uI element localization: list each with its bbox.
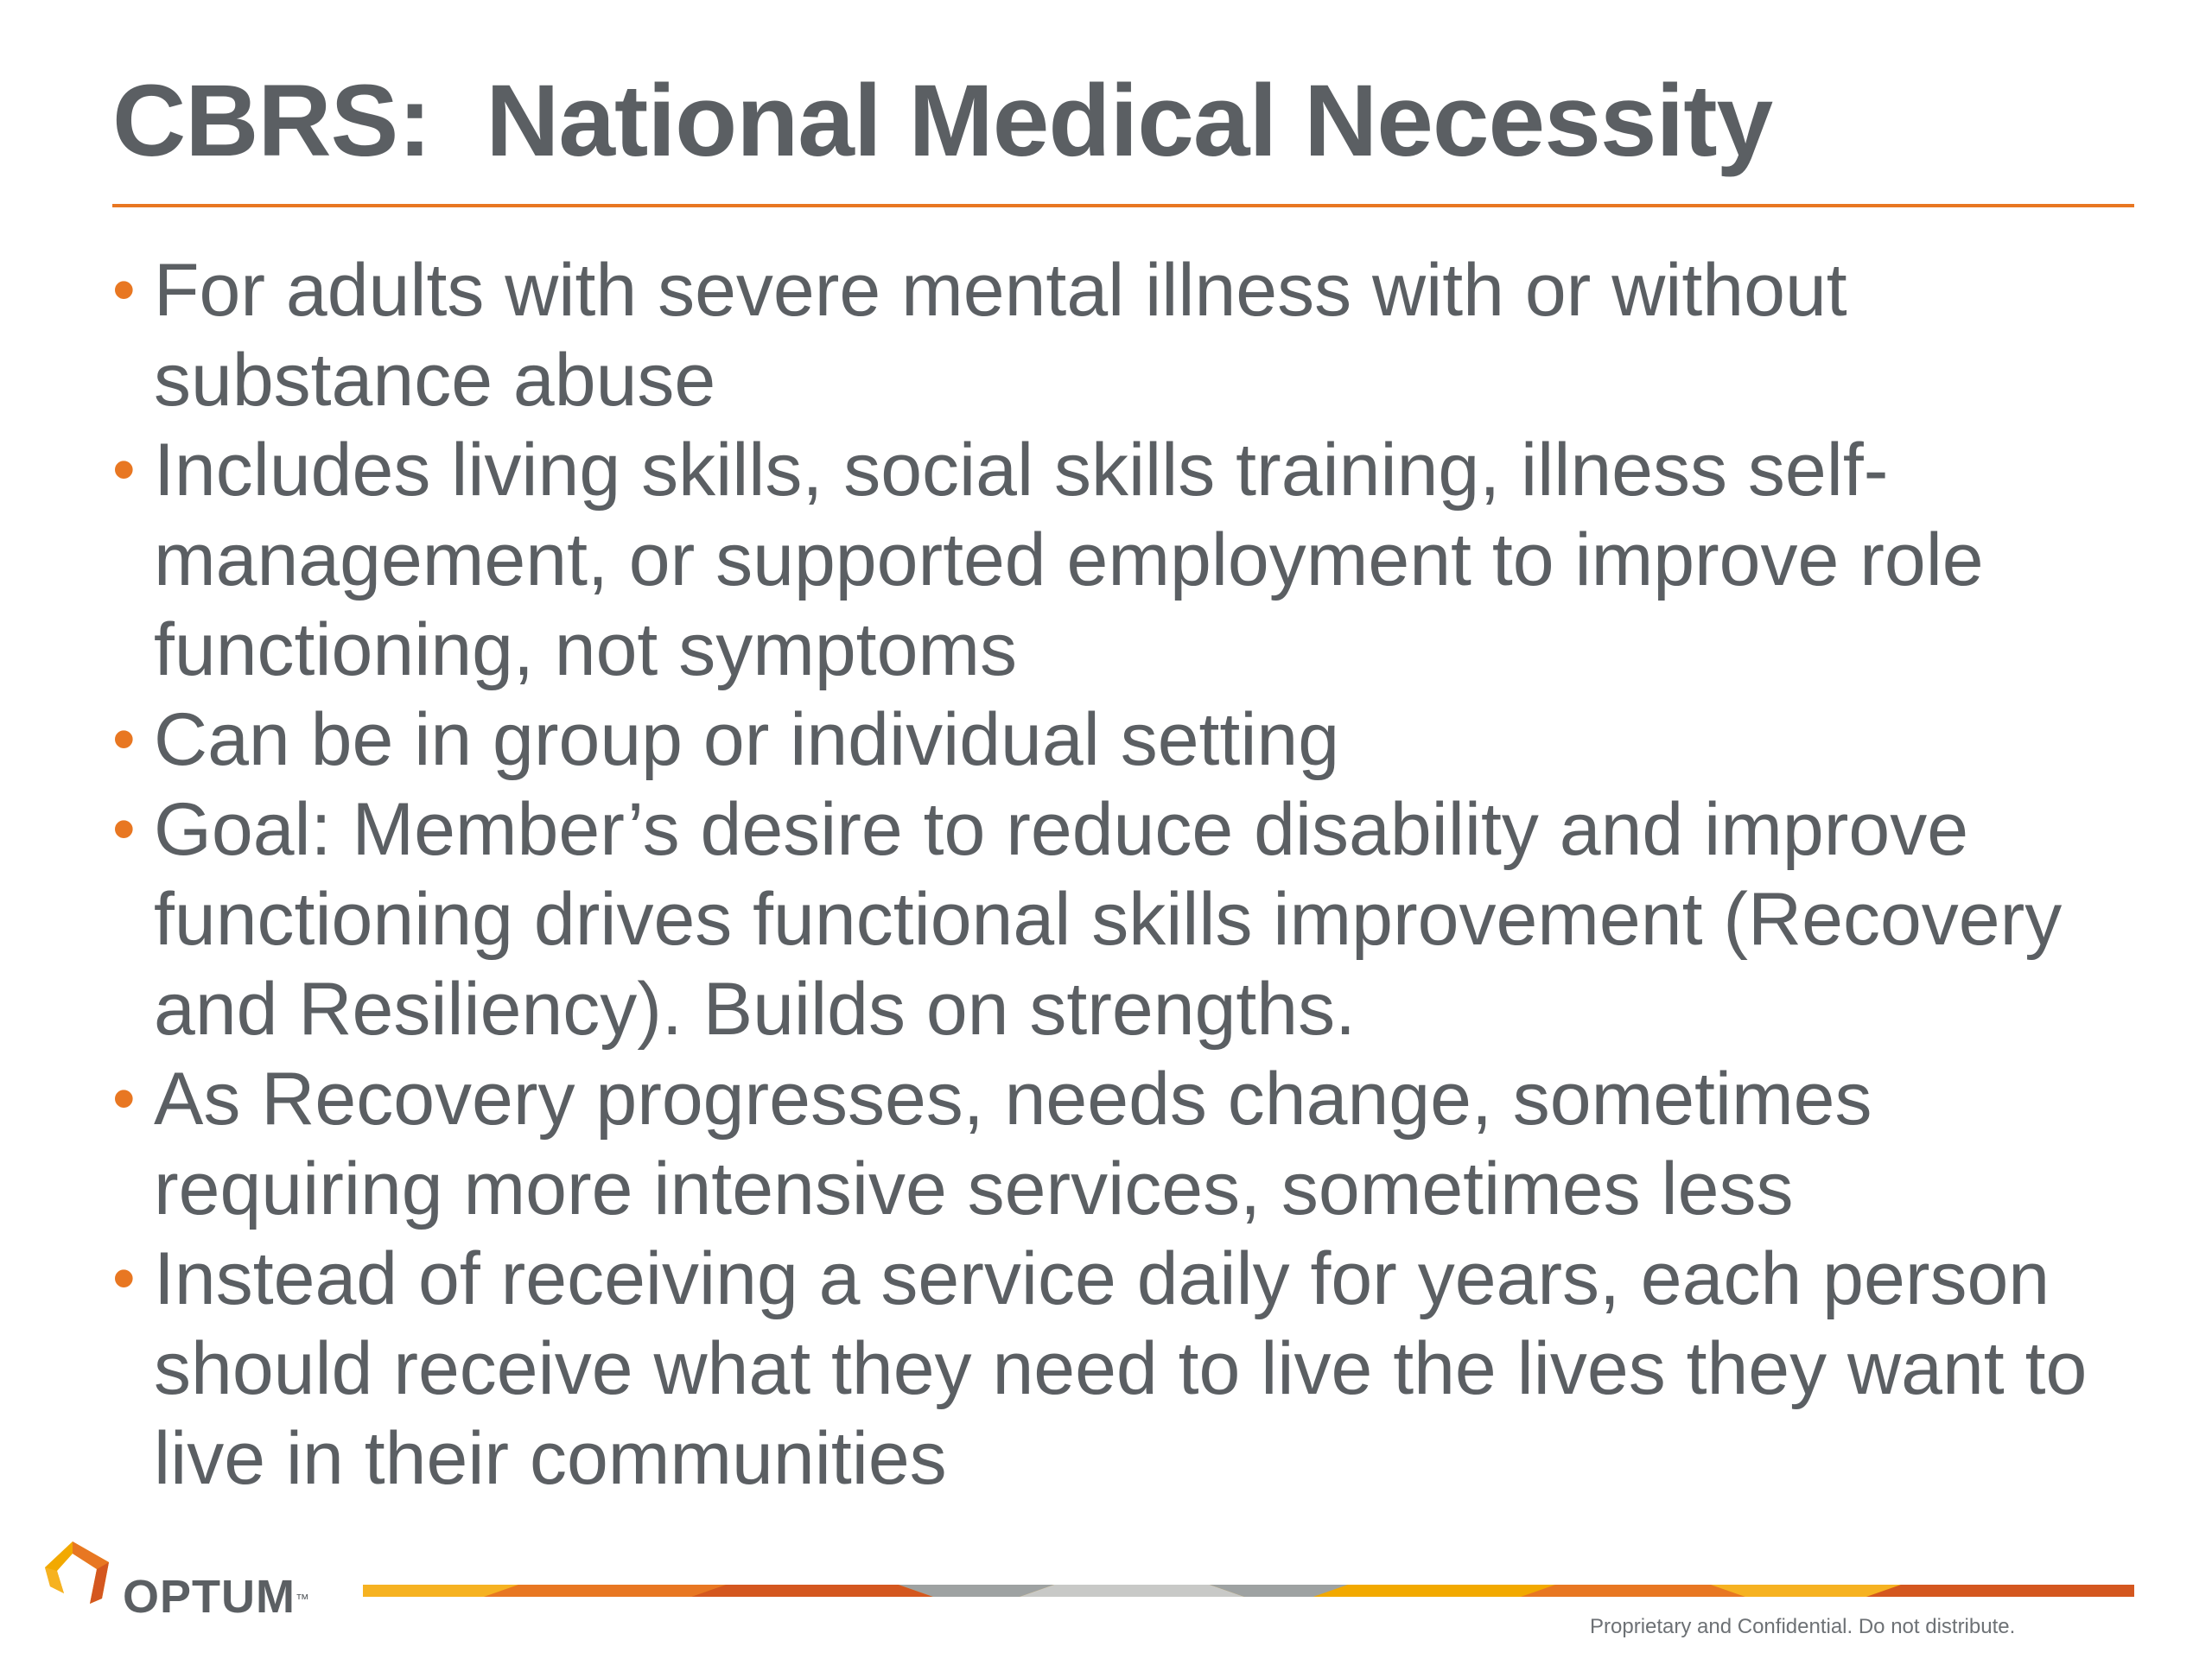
bullet-text: Includes living skills, social skills training, illness self-management, or supported employment to improve role functioning, not symptoms bbox=[154, 429, 1984, 691]
bullet-item bbox=[112, 1054, 2126, 1234]
bullet-dot: • bbox=[112, 1062, 136, 1135]
optum-logo-text bbox=[123, 1571, 310, 1623]
bullet-dot: • bbox=[112, 253, 136, 327]
bullet-text: Instead of receiving a service daily for years, each person should receive what they need to live the lives they want to live in their communities bbox=[154, 1237, 2088, 1500]
bullet-item bbox=[112, 245, 2126, 425]
bullet-dot: • bbox=[112, 433, 136, 506]
bullet-item bbox=[112, 695, 2126, 785]
title-divider bbox=[112, 204, 2134, 207]
bullet-list bbox=[112, 245, 2126, 1503]
bullet-item bbox=[112, 425, 2126, 695]
optum-wordmark: OPTUM bbox=[123, 1571, 296, 1623]
confidentiality-notice: Proprietary and Confidential. Do not distribute. bbox=[1590, 1615, 2016, 1638]
bullet-text: For adults with severe mental illness with or without substance abuse bbox=[154, 249, 1847, 422]
bullet-dot: • bbox=[112, 792, 136, 866]
optum-logo-mark-icon bbox=[38, 1536, 116, 1614]
optum-logo bbox=[38, 1536, 332, 1631]
bullet-text: Goal: Member’s desire to reduce disability and improve functioning drives functional skills improvement (Recovery and Resiliency). Builds on strengths. bbox=[154, 788, 2063, 1051]
bullet-dot: • bbox=[112, 1242, 136, 1315]
footer-color-band bbox=[363, 1585, 2134, 1597]
bullet-dot: • bbox=[112, 702, 136, 776]
bullet-text: As Recovery progresses, needs change, sometimes requiring more intensive services, sometimes less bbox=[154, 1058, 1872, 1230]
bullet-item bbox=[112, 1234, 2126, 1503]
bullet-text: Can be in group or individual setting bbox=[154, 698, 1340, 781]
trademark-symbol: ™ bbox=[296, 1592, 310, 1607]
bullet-item bbox=[112, 785, 2126, 1054]
slide-title: CBRS: National Medical Necessity bbox=[112, 64, 1773, 178]
